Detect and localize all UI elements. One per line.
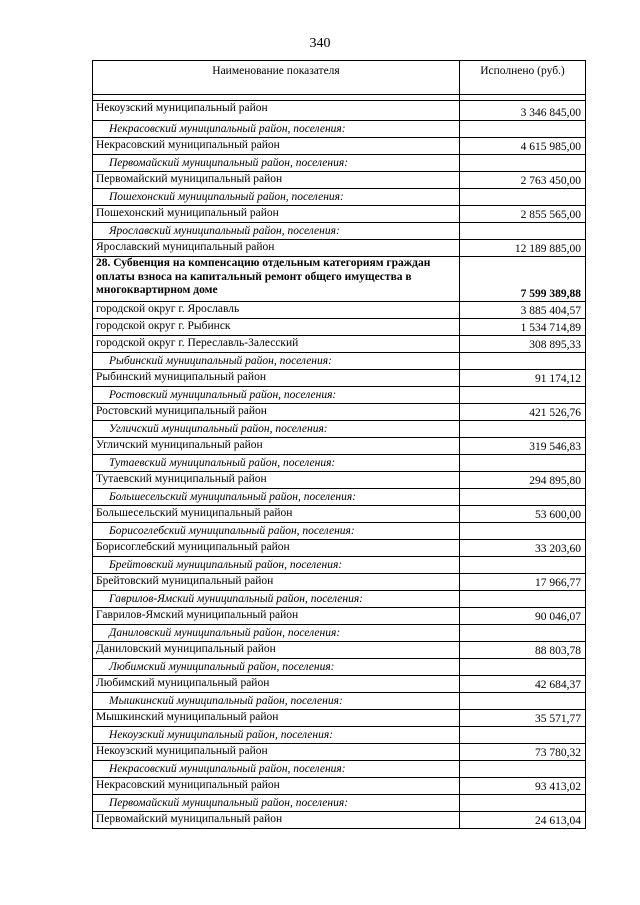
row-value xyxy=(460,121,586,138)
table-header-row xyxy=(93,61,586,95)
table-row xyxy=(93,574,586,591)
row-value xyxy=(460,693,586,710)
header-value: Исполнено (руб.) xyxy=(460,61,586,95)
subheader-row xyxy=(93,455,586,472)
row-name: Любимский муниципальный район, поселения: xyxy=(93,659,460,676)
subheader-row xyxy=(93,189,586,206)
table-row xyxy=(93,438,586,455)
row-value: 2 855 565,00 xyxy=(460,206,586,223)
row-name: Рыбинский муниципальный район, поселения: xyxy=(93,353,460,370)
row-name: Ярославский муниципальный район xyxy=(93,240,460,257)
row-name: Большесельский муниципальный район xyxy=(93,506,460,523)
subheader-row xyxy=(93,223,586,240)
row-value xyxy=(460,353,586,370)
table-row xyxy=(93,608,586,625)
row-name: Некрасовский муниципальный район xyxy=(93,778,460,795)
row-name: Угличский муниципальный район, поселения: xyxy=(93,421,460,438)
row-value: 3 885 404,57 xyxy=(460,302,586,319)
row-value: 319 546,83 xyxy=(460,438,586,455)
row-name: Некоузский муниципальный район xyxy=(93,744,460,761)
row-name: Ростовский муниципальный район xyxy=(93,404,460,421)
row-value: 88 803,78 xyxy=(460,642,586,659)
row-name: Тутаевский муниципальный район, поселения: xyxy=(93,455,460,472)
row-value: 12 189 885,00 xyxy=(460,240,586,257)
row-name: Пошехонский муниципальный район, поселения: xyxy=(93,189,460,206)
row-name: Первомайский муниципальный район xyxy=(93,812,460,829)
row-name: городской округ г. Рыбинск xyxy=(93,319,460,336)
row-value xyxy=(460,421,586,438)
row-name: Пошехонский муниципальный район xyxy=(93,206,460,223)
section-row xyxy=(93,257,586,302)
subheader-row xyxy=(93,761,586,778)
subheader-row xyxy=(93,489,586,506)
table-body xyxy=(93,95,586,829)
row-name: Большесельский муниципальный район, поселения: xyxy=(93,489,460,506)
row-value: 4 615 985,00 xyxy=(460,138,586,155)
row-value xyxy=(460,523,586,540)
subheader-row xyxy=(93,659,586,676)
row-name: Даниловский муниципальный район xyxy=(93,642,460,659)
row-value: 35 571,77 xyxy=(460,710,586,727)
row-value: 42 684,37 xyxy=(460,676,586,693)
row-value: 24 613,04 xyxy=(460,812,586,829)
subheader-row xyxy=(93,523,586,540)
row-name: Мышкинский муниципальный район xyxy=(93,710,460,727)
page-number: 340 xyxy=(309,36,331,51)
row-value xyxy=(460,727,586,744)
row-value: 3 346 845,00 xyxy=(460,101,586,121)
subheader-row xyxy=(93,557,586,574)
subheader-row xyxy=(93,625,586,642)
subheader-row xyxy=(93,727,586,744)
table-row xyxy=(93,676,586,693)
table-row xyxy=(93,778,586,795)
row-value: 7 599 389,88 xyxy=(460,257,586,302)
table-row xyxy=(93,172,586,189)
row-value xyxy=(460,455,586,472)
row-name: Борисоглебский муниципальный район, поселения: xyxy=(93,523,460,540)
subheader-row xyxy=(93,693,586,710)
row-value: 294 895,80 xyxy=(460,472,586,489)
table-row xyxy=(93,336,586,353)
table-row xyxy=(93,710,586,727)
row-value: 1 534 714,89 xyxy=(460,319,586,336)
row-value xyxy=(460,223,586,240)
subheader-row xyxy=(93,591,586,608)
row-value: 53 600,00 xyxy=(460,506,586,523)
row-name: 28. Субвенция на компенсацию отдельным категориям граждан оплаты взноса на капитальный ремонт общего имущества в многоквартирном доме xyxy=(93,257,460,302)
row-name: Первомайский муниципальный район xyxy=(93,172,460,189)
table-row xyxy=(93,101,586,121)
table-row xyxy=(93,744,586,761)
row-name: Любимский муниципальный район xyxy=(93,676,460,693)
row-name: Некоузский муниципальный район, поселения: xyxy=(93,727,460,744)
row-value xyxy=(460,659,586,676)
row-name: городской округ г. Ярославль xyxy=(93,302,460,319)
row-name: Первомайский муниципальный район, поселения: xyxy=(93,795,460,812)
row-name: Брейтовский муниципальный район, поселения: xyxy=(93,557,460,574)
table-row xyxy=(93,370,586,387)
table-row xyxy=(93,642,586,659)
row-value xyxy=(460,795,586,812)
row-name: Борисоглебский муниципальный район xyxy=(93,540,460,557)
row-value xyxy=(460,625,586,642)
header-name: Наименование показателя xyxy=(93,61,460,95)
row-value: 91 174,12 xyxy=(460,370,586,387)
row-name: Мышкинский муниципальный район, поселения: xyxy=(93,693,460,710)
row-value: 33 203,60 xyxy=(460,540,586,557)
subheader-row xyxy=(93,121,586,138)
row-value: 90 046,07 xyxy=(460,608,586,625)
row-value xyxy=(460,557,586,574)
subheader-row xyxy=(93,387,586,404)
subheader-row xyxy=(93,155,586,172)
row-value xyxy=(460,761,586,778)
row-value xyxy=(460,155,586,172)
row-name: Ростовский муниципальный район, поселения: xyxy=(93,387,460,404)
table-row xyxy=(93,302,586,319)
row-value xyxy=(460,489,586,506)
report-table xyxy=(92,60,586,829)
row-value: 308 895,33 xyxy=(460,336,586,353)
row-name: Некрасовский муниципальный район xyxy=(93,138,460,155)
row-name: Гаврилов-Ямский муниципальный район, поселения: xyxy=(93,591,460,608)
row-name: Гаврилов-Ямский муниципальный район xyxy=(93,608,460,625)
table-row xyxy=(93,506,586,523)
row-value xyxy=(460,189,586,206)
table-row xyxy=(93,138,586,155)
row-value xyxy=(460,591,586,608)
row-name: Ярославский муниципальный район, поселения: xyxy=(93,223,460,240)
row-value: 421 526,76 xyxy=(460,404,586,421)
row-name: Первомайский муниципальный район, поселения: xyxy=(93,155,460,172)
row-value xyxy=(460,387,586,404)
subheader-row xyxy=(93,795,586,812)
table-row xyxy=(93,472,586,489)
row-value: 73 780,32 xyxy=(460,744,586,761)
row-name: Брейтовский муниципальный район xyxy=(93,574,460,591)
table-row xyxy=(93,540,586,557)
table-row xyxy=(93,812,586,829)
row-name: Некрасовский муниципальный район, поселения: xyxy=(93,761,460,778)
table-row xyxy=(93,206,586,223)
subheader-row xyxy=(93,421,586,438)
table-row xyxy=(93,319,586,336)
row-value: 17 966,77 xyxy=(460,574,586,591)
table-row xyxy=(93,240,586,257)
row-name: Некоузский муниципальный район xyxy=(93,101,460,121)
table-row xyxy=(93,404,586,421)
row-name: Даниловский муниципальный район, поселения: xyxy=(93,625,460,642)
row-name: Тутаевский муниципальный район xyxy=(93,472,460,489)
row-name: Рыбинский муниципальный район xyxy=(93,370,460,387)
row-name: городской округ г. Переславль-Залесский xyxy=(93,336,460,353)
row-name: Некрасовский муниципальный район, поселения: xyxy=(93,121,460,138)
row-value: 93 413,02 xyxy=(460,778,586,795)
row-name: Угличский муниципальный район xyxy=(93,438,460,455)
subheader-row xyxy=(93,353,586,370)
row-value: 2 763 450,00 xyxy=(460,172,586,189)
